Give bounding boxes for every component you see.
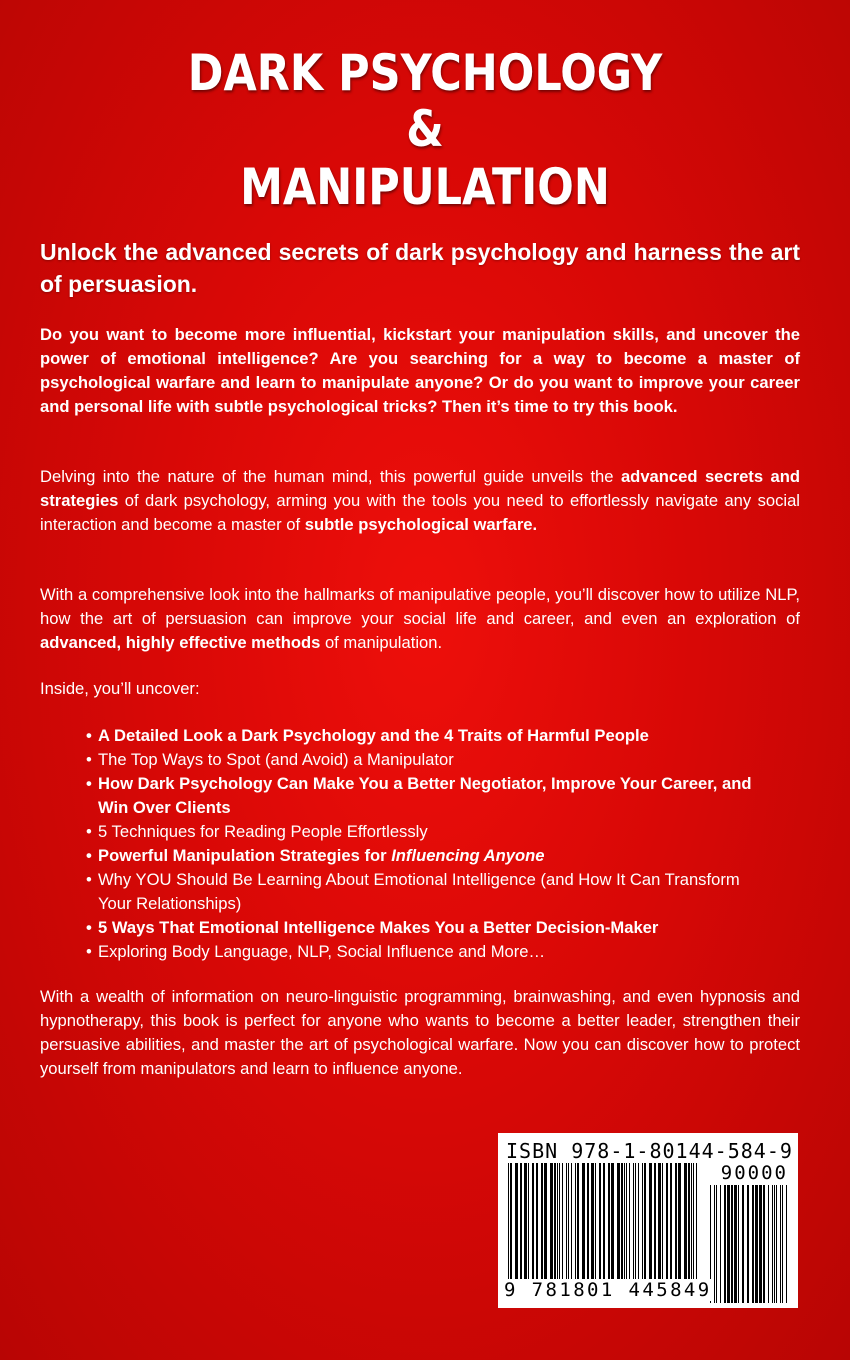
paragraph-2-bold-d: subtle psychological warfare. [304, 515, 538, 534]
barcode-bar [629, 1163, 630, 1283]
addon-bar [780, 1185, 781, 1303]
list-item: • 5 Ways That Emotional Intelligence Makes You a Better Decision-Maker [86, 916, 776, 940]
addon-bar [774, 1185, 775, 1303]
paragraph-2-text-a: Delving into the nature of the human mind, this powerful guide unveils the [40, 467, 621, 486]
barcode-bar [510, 1163, 512, 1283]
barcode-bar [644, 1163, 646, 1283]
ean-digits: 9 781801 445849 [504, 1279, 712, 1301]
barcode-bar [603, 1163, 605, 1283]
addon-bar [714, 1185, 715, 1303]
barcode-bar [515, 1163, 518, 1283]
barcode-bar [675, 1163, 677, 1283]
list-item: • The Top Ways to Spot (and Avoid) a Manipulator [86, 748, 776, 772]
barcode-bar [684, 1163, 687, 1283]
barcode-bar [599, 1163, 601, 1283]
barcode-bar [595, 1163, 596, 1283]
addon-bar [720, 1185, 721, 1303]
barcode-bar [693, 1163, 694, 1283]
barcode-bar [550, 1163, 553, 1283]
barcode-bar [566, 1163, 567, 1283]
paragraph-3-text-a: With a comprehensive look into the hallmarks of manipulative people, you’ll discover how to utilize NLP, how the art of persuasion can improve your social life and career, and even an exploration of [40, 585, 800, 628]
paragraph-2 [40, 465, 800, 537]
barcode-bar [575, 1163, 576, 1283]
barcode-bar [608, 1163, 610, 1283]
barcode-bar [568, 1163, 569, 1283]
paragraph-2-bold-b: advanced secrets and strategies [40, 467, 801, 510]
barcode-bar [658, 1163, 661, 1283]
barcode-bar [626, 1163, 627, 1283]
isbn-barcode [498, 1133, 798, 1308]
addon-bar [776, 1185, 777, 1303]
title-ampersand: & [406, 100, 444, 158]
barcode-bar [654, 1163, 656, 1283]
barcode-bar [591, 1163, 594, 1283]
addon-bar [786, 1185, 787, 1303]
barcode-bar [638, 1163, 639, 1283]
list-item: • Why YOU Should Be Learning About Emotional Intelligence (and How It Can Transform Your Relationships) [86, 868, 776, 916]
barcode-bar [562, 1163, 563, 1283]
addon-bar [747, 1185, 749, 1303]
list-item [86, 844, 776, 868]
barcode-bar [528, 1163, 529, 1283]
addon-bar [724, 1185, 726, 1303]
list-item: • A Detailed Look a Dark Psychology and the 4 Traits of Harmful People [86, 724, 776, 748]
addon-bar [763, 1185, 765, 1303]
barcode-bar [670, 1163, 672, 1283]
barcode-bar [688, 1163, 690, 1283]
barcode-bar [666, 1163, 668, 1283]
paragraph-3-bold-b: advanced, highly effective methods [40, 633, 321, 652]
paragraph-2-text-c: of dark psychology, arming you with the tools you need to effortlessly navigate any social interaction and become a master of [40, 491, 800, 534]
barcode-bar [536, 1163, 538, 1283]
addon-bar [738, 1185, 739, 1303]
list-item: • Exploring Body Language, NLP, Social Influence and More… [86, 940, 776, 964]
price-addon-number: 90000 [720, 1162, 788, 1184]
addon-bar [734, 1185, 737, 1303]
feature-list [86, 724, 776, 964]
barcode-bar [624, 1163, 625, 1283]
barcode-bar [508, 1163, 509, 1283]
barcode-bar [642, 1163, 643, 1283]
barcode-bar [520, 1163, 522, 1283]
barcode-bar [557, 1163, 558, 1283]
barcode-bar [577, 1163, 579, 1283]
tagline: Unlock the advanced secrets of dark psychology and harness the art of persuasion. [40, 239, 800, 297]
barcode-bar [524, 1163, 527, 1283]
barcode-bar [554, 1163, 556, 1283]
barcode-bar [662, 1163, 663, 1283]
addon-bar [772, 1185, 773, 1303]
addon-bar [759, 1185, 762, 1303]
barcode-bar [649, 1163, 652, 1283]
barcode-bar [691, 1163, 692, 1283]
barcode-bar [582, 1163, 585, 1283]
addon-bar [755, 1185, 758, 1303]
addon-bar [752, 1185, 754, 1303]
title-line-1: DARK PSYCHOLOGY [187, 44, 663, 102]
addon-bar [727, 1185, 730, 1303]
barcode-bar [611, 1163, 614, 1283]
barcode-bar [621, 1163, 623, 1283]
paragraph-3 [40, 583, 800, 655]
barcode-bar [696, 1163, 697, 1283]
paragraph-3-text-c: of manipulation. [320, 633, 443, 652]
barcode-bar [617, 1163, 620, 1283]
list-item-text: Powerful Manipulation Strategies for [98, 846, 392, 865]
barcode-bar [559, 1163, 560, 1283]
list-item-italic-text: Influencing Anyone [391, 846, 545, 865]
addon-bar [731, 1185, 733, 1303]
barcode-bar [541, 1163, 543, 1283]
addon-bar [768, 1185, 769, 1303]
barcode-bar [544, 1163, 547, 1283]
barcode-bar [633, 1163, 634, 1283]
barcode-bar [635, 1163, 636, 1283]
barcode-bar [587, 1163, 589, 1283]
list-item: • 5 Techniques for Reading People Effortlessly [86, 820, 776, 844]
addon-bar [716, 1185, 717, 1303]
intro-paragraph: Do you want to become more influential, kickstart your manipulation skills, and uncover the power of emotional intelligence? Are you searching for a way to become a master of psychological warfare and learn to manipulate anyone? Or do you want to improve your career and personal life with subtle psychological tricks? Then it’s time to try this book. [40, 325, 800, 416]
barcode-bar [571, 1163, 572, 1283]
isbn-label: ISBN 978-1-80144-584-9 [506, 1139, 793, 1163]
closing-paragraph: With a wealth of information on neuro-linguistic programming, brainwashing, and even hypnosis and hypnotherapy, this book is perfect for anyone who wants to become a better leader, strengthen their persuasive abilities, and master the art of psychological warfare. Now you can discover how to protect yourself from manipulators and learn to influence anyone. [40, 987, 800, 1078]
list-item: • How Dark Psychology Can Make You a Better Negotiator, Improve Your Career, and Win Over Clients [86, 772, 776, 820]
title-line-3: MANIPULATION [240, 158, 610, 216]
barcode-bar [532, 1163, 534, 1283]
addon-bar [782, 1185, 783, 1303]
inside-label: Inside, you’ll uncover: [40, 679, 200, 698]
barcode-bar [678, 1163, 681, 1283]
addon-bar [742, 1185, 744, 1303]
